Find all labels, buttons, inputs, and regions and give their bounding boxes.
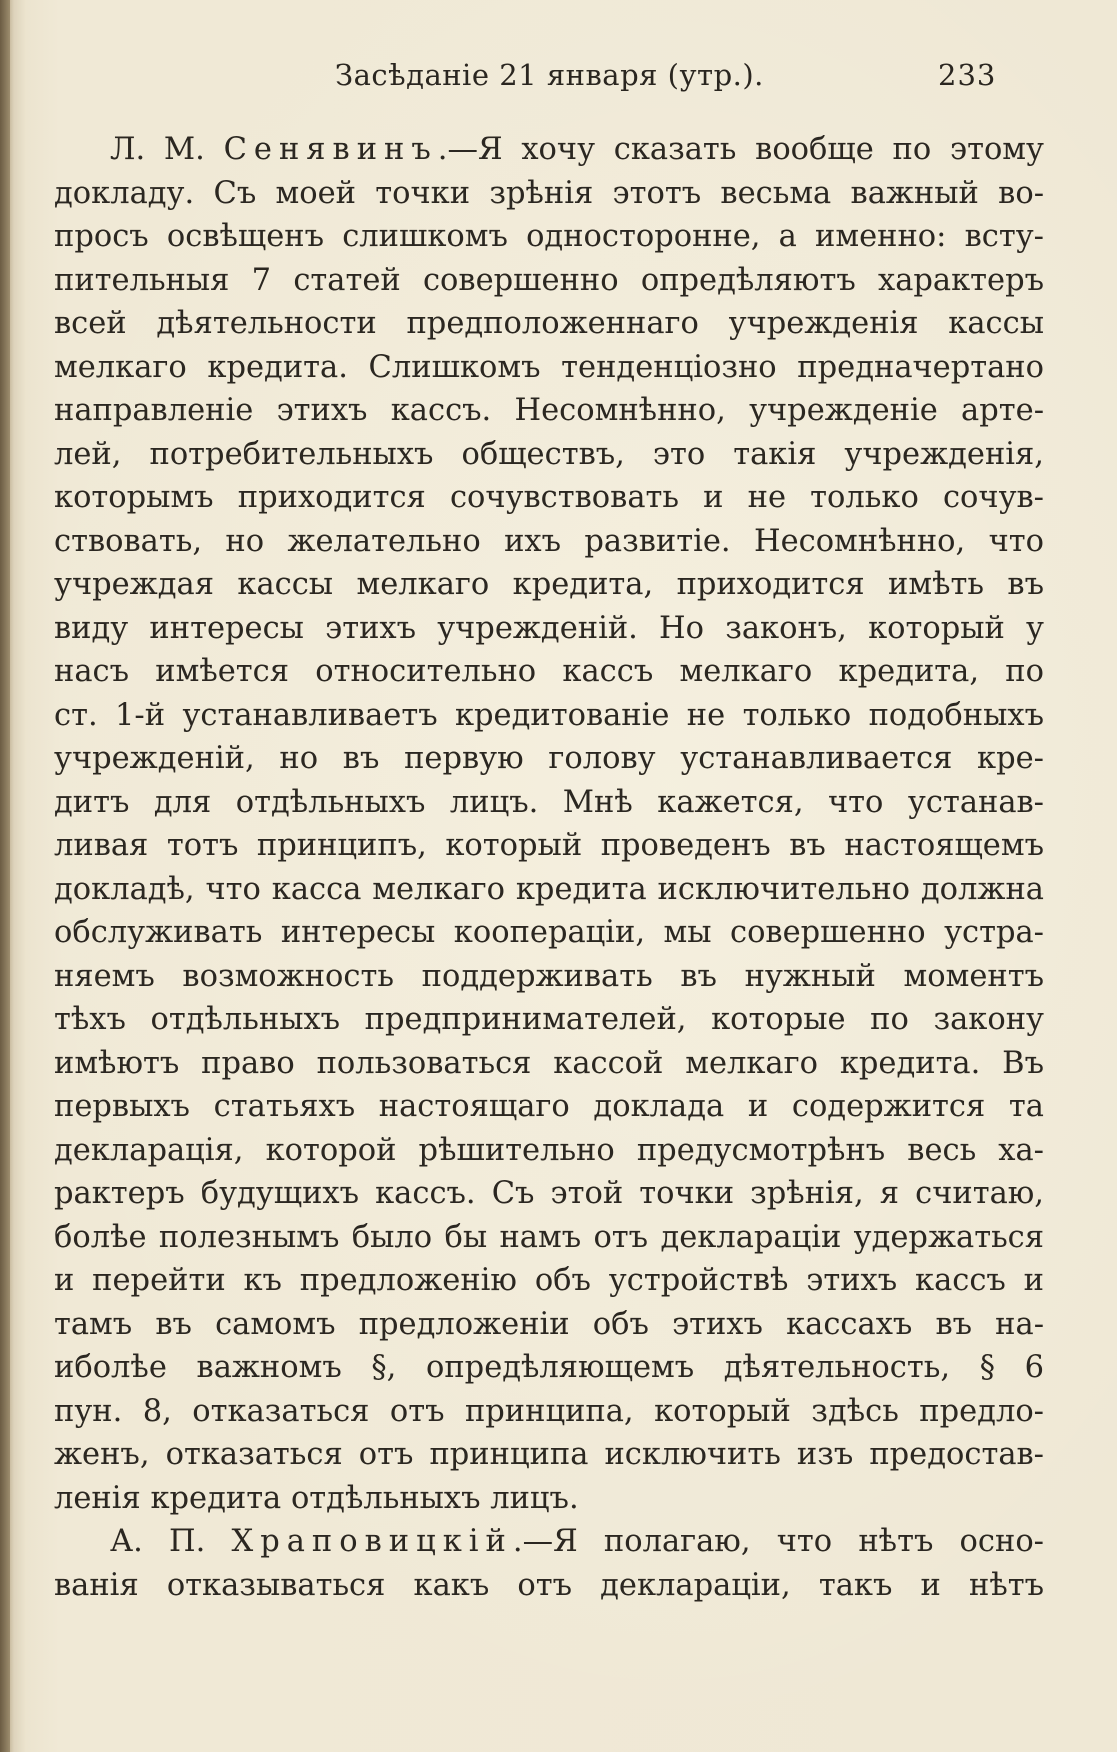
speaker-initials: Л. М. xyxy=(110,132,205,167)
text-line: мелкаго кредита. Слишкомъ тенденціозно предначертано xyxy=(54,349,1044,385)
page-number: 233 xyxy=(938,58,997,92)
running-header xyxy=(0,58,1117,106)
text-line: докладу. Съ моей точки зрѣнія этотъ весьма важный во- xyxy=(54,175,1044,211)
text-line: виду интересы этихъ учрежденій. Но законъ, который у xyxy=(54,610,1044,646)
speaker-initials: А. П. xyxy=(110,1524,206,1559)
header-title: Засѣданіе 21 января (утр.). xyxy=(335,58,764,92)
main-text xyxy=(54,128,1044,1607)
text-line: ливая тотъ принципъ, который проведенъ въ настоящемъ xyxy=(54,828,1044,863)
text-line: всей дѣятельности предположеннаго учрежденія кассы xyxy=(54,306,1044,341)
text-line: болѣе полезнымъ было бы намъ отъ деклараціи удержаться xyxy=(54,1219,1044,1255)
text-line: обслуживать интересы коопераціи, мы совершенно устра- xyxy=(54,915,1044,950)
text-line: насъ имѣется относительно кассъ мелкаго кредита, по xyxy=(54,654,1044,689)
text-line: тамъ въ самомъ предложеніи объ этихъ кассахъ въ на- xyxy=(54,1306,1044,1342)
text-line: учреждая кассы мелкаго кредита, приходится имѣть въ xyxy=(54,567,1044,602)
text-line: тѣхъ отдѣльныхъ предпринимателей, которые по закону xyxy=(54,1002,1044,1037)
text-line: декларація, которой рѣшительно предусмотрѣнъ весь ха- xyxy=(54,1132,1044,1168)
text-line: няемъ возможность поддерживать въ нужный моментъ xyxy=(54,958,1044,994)
text-line: пительныя 7 статей совершенно опредѣляютъ характеръ xyxy=(54,262,1044,298)
text-line: ствовать, но желательно ихъ развитіе. Несомнѣнно, что xyxy=(54,523,1044,559)
text-line: которымъ приходится сочувствовать и не только сочув- xyxy=(54,480,1044,515)
paragraph-senyavin xyxy=(54,128,1044,1520)
speaker-name: Храповицкій xyxy=(231,1524,513,1559)
text-line: просъ освѣщенъ слишкомъ односторонне, а именно: всту- xyxy=(54,219,1044,254)
text-line: и перейти къ предложенію объ устройствѣ этихъ кассъ и xyxy=(54,1263,1044,1298)
text-line: рактеръ будущихъ кассъ. Съ этой точки зрѣнія, я считаю, xyxy=(54,1176,1044,1211)
text-line: дитъ для отдѣльныхъ лицъ. Мнѣ кажется, что устанав- xyxy=(54,784,1044,820)
text-line: ст. 1-й устанавливаетъ кредитованіе не только подобныхъ xyxy=(54,697,1044,733)
text-line: докладѣ, что касса мелкаго кредита исключительно должна xyxy=(54,871,1044,907)
text-line: лей, потребительныхъ обществъ, это такія учрежденія, xyxy=(54,436,1044,472)
text-line: первыхъ статьяхъ настоящаго доклада и содержится та xyxy=(54,1089,1044,1124)
text-line: ленія кредита отдѣльныхъ лицъ. xyxy=(54,1480,579,1516)
text-line: имѣютъ право пользоваться кассой мелкаго кредита. Въ xyxy=(54,1045,1044,1081)
paragraph-first-line xyxy=(54,1520,1044,1564)
text-line: иболѣе важномъ §, опредѣляющемъ дѣятельность, § 6 xyxy=(54,1350,1044,1385)
paragraph-first-line xyxy=(54,128,1044,172)
paragraph-khrapovitsky xyxy=(54,1520,1044,1607)
text-line: женъ, отказаться отъ принципа исключить изъ предостав- xyxy=(54,1437,1044,1472)
text-line: учрежденій, но въ первую голову устанавливается кре- xyxy=(54,741,1044,776)
text-line: .—Я полагаю, что нѣтъ осно- xyxy=(512,1524,1044,1559)
text-line: направленіе этихъ кассъ. Несомнѣнно, учрежденіе арте- xyxy=(54,393,1044,428)
speaker-name: Сенявинъ xyxy=(223,132,438,167)
text-line: .—Я хочу сказать вообще по этому xyxy=(437,132,1044,167)
book-spine-edge xyxy=(0,0,10,1752)
text-line: ванія отказываться какъ отъ деклараціи, такъ и нѣтъ xyxy=(54,1567,1044,1603)
text-line: пун. 8, отказаться отъ принципа, который здѣсь предло- xyxy=(54,1393,1044,1429)
